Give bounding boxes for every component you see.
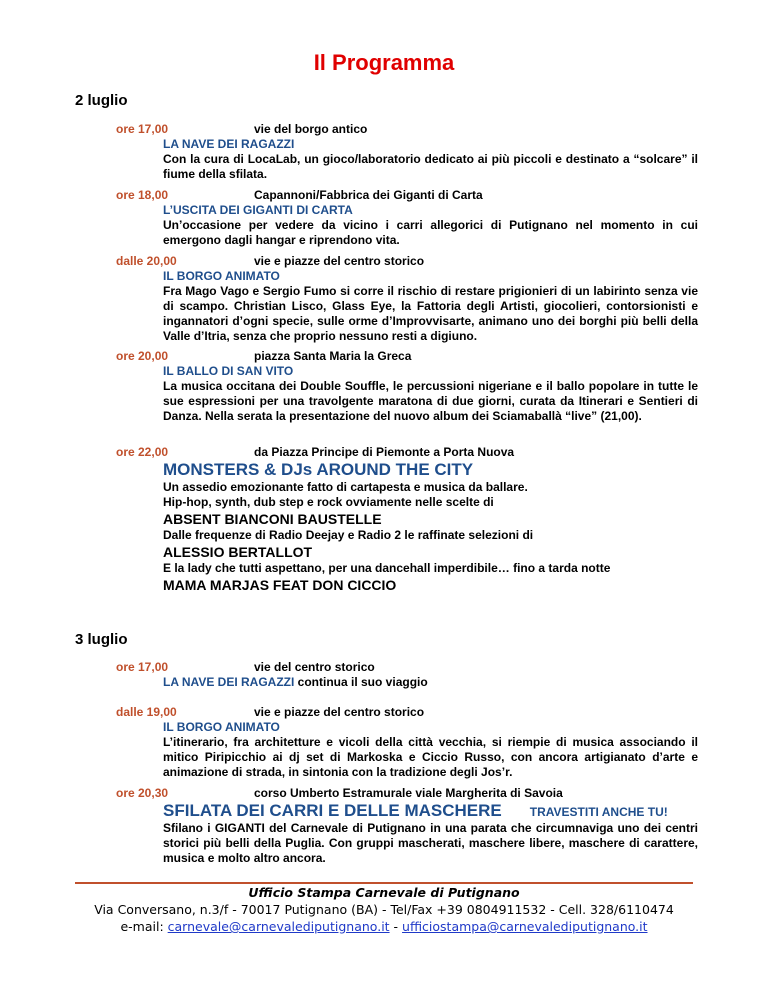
event-title: IL BORGO ANIMATO xyxy=(163,720,280,734)
event xyxy=(116,188,698,248)
page-title: Il Programma xyxy=(313,50,455,75)
footer-email-label: e-mail: xyxy=(120,919,168,934)
event-time: dalle 19,00 xyxy=(116,705,177,719)
event xyxy=(116,705,698,780)
event-title: SFILATA DEI CARRI E DELLE MASCHERE xyxy=(163,801,502,820)
event-title: MONSTERS & DJs AROUND THE CITY xyxy=(163,460,474,479)
footer-separator: - xyxy=(389,919,403,934)
event-description: Con la cura di LocaLab, un gioco/laboratorio dedicato ai più piccoli e destinato a “solcare” il fiume della sfilata. xyxy=(163,152,698,181)
event-title-tail: continua il suo viaggio xyxy=(294,675,428,689)
act-name: MAMA MARJAS FEAT DON CICCIO xyxy=(163,577,397,593)
event-place: vie del centro storico xyxy=(254,660,375,674)
event-description: Sfilano i GIGANTI del Carnevale di Putignano in una parata che circumnaviga uno dei centri storici più belli della Puglia. Con gruppi mascherati, maschere libere, maschere di carattere, musica e molto altro ancora. xyxy=(163,821,698,865)
event-time: ore 20,00 xyxy=(116,349,169,363)
footer-address: Via Conversano, n.3/f - 70017 Putignano (BA) - Tel/Fax +39 0804911532 - Cell. 328/6110474 xyxy=(94,902,674,917)
day-heading: 3 luglio xyxy=(75,631,128,648)
act-name: ABSENT BIANCONI BAUSTELLE xyxy=(163,511,382,527)
day-heading: 2 luglio xyxy=(75,92,128,109)
event xyxy=(116,786,698,866)
event-description: La musica occitana dei Double Souffle, le percussioni nigeriane e il ballo popolare in tutte le sue espressioni per una travolgente maratona di due giorni, curata da Itinerari e Sentieri di Danza. Nella serata la presentazione del nuovo album dei Sciamaballà “live” (21,00). xyxy=(163,379,698,423)
event-title: L’USCITA DEI GIGANTI DI CARTA xyxy=(163,203,353,217)
email-link-ufficiostampa[interactable]: ufficiostampa@carnevalediputignano.it xyxy=(402,919,648,934)
footer xyxy=(0,884,768,935)
event-description: Fra Mago Vago e Sergio Fumo si corre il rischio di restare prigionieri di un labirinto senza vie di scampo. Christian Lisco, Glass Eye, la Fattoria degli Artisti, giocolieri, contorsionisti e ingannatori d’ogni specie, sulle orme d’Improvvisarte, animano uno dei borghi più belli della Valle d’Itria, senza che proprio nessuno resti a digiuno. xyxy=(163,284,698,343)
event-place: vie del borgo antico xyxy=(254,122,368,136)
email-link-carnevale[interactable]: carnevale@carnevalediputignano.it xyxy=(167,919,390,934)
event-line: E la lady che tutti aspettano, per una dancehall imperdibile… fino a tarda notte xyxy=(163,561,611,575)
event xyxy=(116,254,698,344)
event-description: L’itinerario, fra architetture e vicoli della città vecchia, si riempie di musica associando il mitico Piripicchio ai dj set di Markoska e Ciccio Russo, con ancora artigianato d’arte e animazione di strada, in sintonia con la tradizione degli Jos’r. xyxy=(163,735,698,779)
event-place: vie e piazze del centro storico xyxy=(254,705,425,719)
event-place: vie e piazze del centro storico xyxy=(254,254,425,268)
event-line: Un assedio emozionante fatto di cartapesta e musica da ballare. xyxy=(163,480,528,494)
event xyxy=(116,122,698,182)
event-time: ore 22,00 xyxy=(116,445,169,459)
event xyxy=(116,660,698,690)
event-time: ore 18,00 xyxy=(116,188,169,202)
event xyxy=(116,349,698,424)
event-time: ore 17,00 xyxy=(116,122,169,136)
event-place: da Piazza Principe di Piemonte a Porta Nuova xyxy=(254,445,515,459)
event-time: dalle 20,00 xyxy=(116,254,177,268)
event-place: Capannoni/Fabbrica dei Giganti di Carta xyxy=(254,188,483,202)
event-title: IL BALLO DI SAN VITO xyxy=(163,364,294,378)
event-line: Dalle frequenze di Radio Deejay e Radio 2 le raffinate selezioni di xyxy=(163,528,534,542)
event-title: LA NAVE DEI RAGAZZI xyxy=(163,137,295,151)
event-title: LA NAVE DEI RAGAZZI xyxy=(163,675,295,689)
act-name: ALESSIO BERTALLOT xyxy=(163,544,313,560)
event-title: IL BORGO ANIMATO xyxy=(163,269,280,283)
event-time: ore 20,30 xyxy=(116,786,169,800)
event xyxy=(116,445,698,594)
event-description: Un’occasione per vedere da vicino i carri allegorici di Putignano nel momento in cui emergono dagli hangar e riprendono vita. xyxy=(163,218,698,247)
event-place: piazza Santa Maria la Greca xyxy=(254,349,412,363)
event-time: ore 17,00 xyxy=(116,660,169,674)
event-line: Hip-hop, synth, dub step e rock ovviamente nelle scelte di xyxy=(163,495,494,509)
footer-office: Ufficio Stampa Carnevale di Putignano xyxy=(248,885,520,900)
event-tag: TRAVESTITI ANCHE TU! xyxy=(529,805,668,819)
event-place: corso Umberto Estramurale viale Margherita di Savoia xyxy=(254,786,563,800)
